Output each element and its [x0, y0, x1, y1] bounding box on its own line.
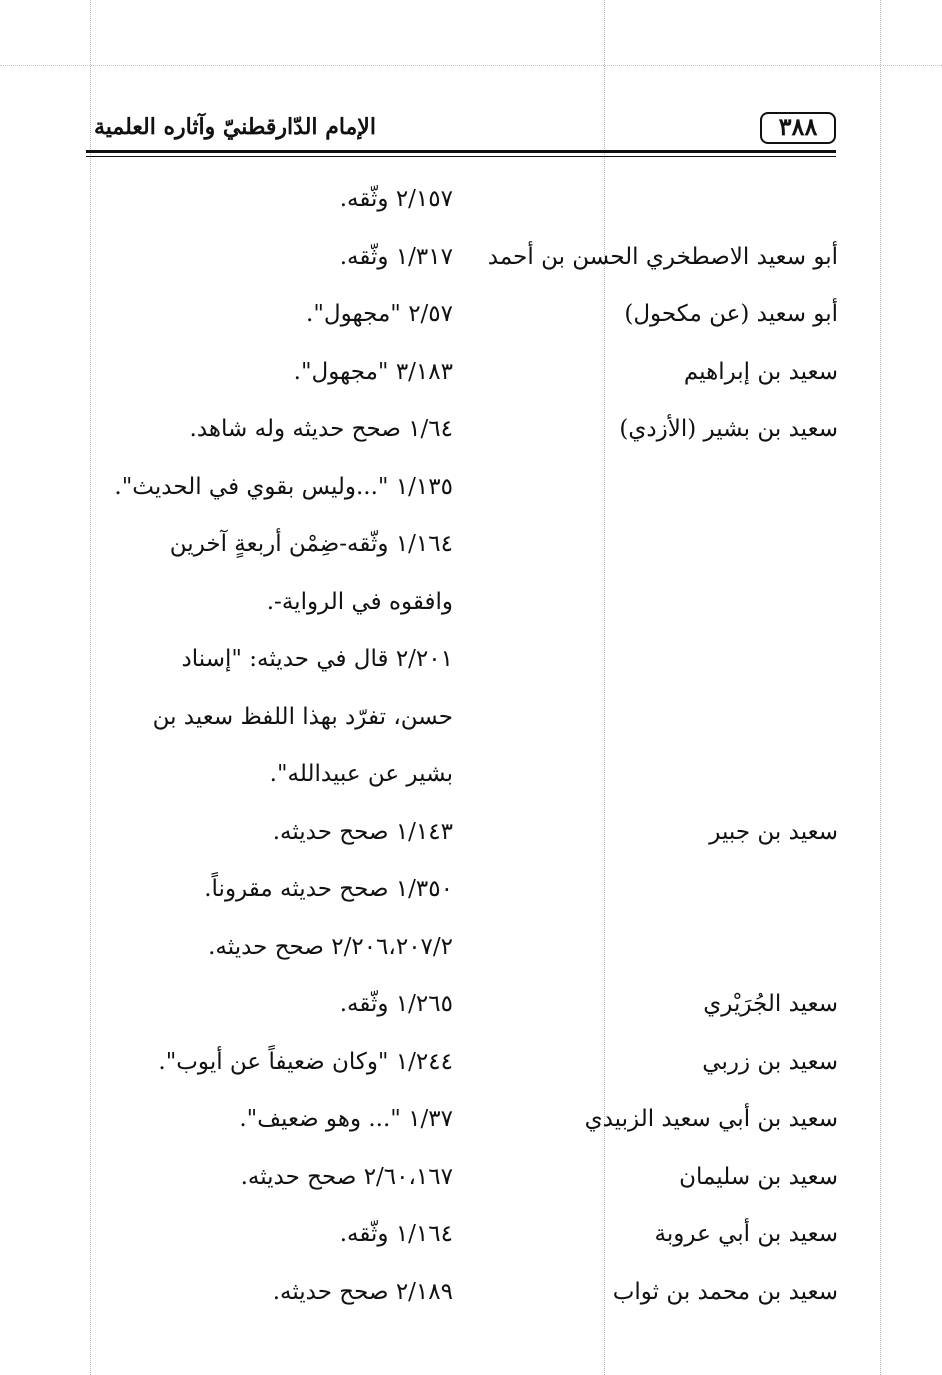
reference: ١/١٦٤ وثّقه.	[339, 1221, 453, 1247]
index-row	[90, 809, 838, 867]
narrator-name: سعيد بن إبراهيم	[683, 358, 838, 385]
index-row	[90, 636, 838, 694]
index-row	[90, 751, 838, 809]
narrator-name: سعيد بن أبي عروبة	[654, 1221, 838, 1247]
reference: ١/١٦٤ وثّقه-ضِمْن أربعةٍ آخرين	[169, 531, 453, 557]
index-row	[90, 1211, 838, 1269]
narrator-name: سعيد بن سليمان	[679, 1163, 838, 1190]
reference: ١/٣٥٠ صحح حديثه مقروناً.	[204, 876, 453, 902]
reference: ١/٣١٧ وثّقه.	[339, 243, 453, 270]
scan-guide-line	[880, 0, 881, 1375]
narrator-name: سعيد بن جبير	[709, 818, 838, 845]
reference: ٢/٦٠،١٦٧ صحح حديثه.	[240, 1163, 453, 1190]
reference: بشير عن عبيدالله".	[269, 761, 453, 787]
header-rule-thin	[86, 156, 836, 157]
index-row	[90, 1039, 838, 1097]
reference: ١/١٣٥ "...وليس بقوي في الحديث".	[114, 473, 453, 500]
reference: ١/٣٧ "... وهو ضعيف".	[239, 1106, 453, 1132]
index-row	[90, 349, 838, 407]
reference: ٢/١٥٧ وثّقه.	[339, 186, 453, 212]
index-row	[90, 866, 838, 924]
reference: حسن، تفرّد بهذا اللفظ سعيد بن	[152, 703, 453, 730]
reference: ١/٦٤ صحح حديثه وله شاهد.	[189, 416, 453, 442]
narrator-name: سعيد بن بشير (الأزدي)	[619, 416, 838, 442]
scan-guide-line	[0, 65, 942, 66]
index-row	[90, 1269, 838, 1327]
reference: ٢/٥٧ "مجهول".	[306, 301, 453, 327]
reference: ٢/٢٠٦،٢٠٧/٢ صحح حديثه.	[208, 933, 453, 960]
index-row	[90, 1096, 838, 1154]
index-row	[90, 521, 838, 579]
reference: وافقوه في الرواية-.	[266, 588, 453, 615]
index-row	[90, 234, 838, 292]
narrator-name: أبو سعيد (عن مكحول)	[624, 301, 838, 327]
narrator-name: أبو سعيد الاصطخري الحسن بن أحمد	[487, 243, 838, 270]
index-entries	[90, 176, 838, 1326]
index-row	[90, 464, 838, 522]
narrator-name: سعيد بن أبي سعيد الزبيدي	[584, 1106, 838, 1132]
narrator-name: سعيد بن زربي	[702, 1048, 838, 1075]
reference: ١/٢٤٤ "وكان ضعيفاً عن أيوب".	[158, 1048, 453, 1075]
page-header	[86, 108, 836, 152]
index-row	[90, 1154, 838, 1212]
reference: ١/٢٦٥ وثّقه.	[339, 991, 453, 1017]
index-row	[90, 694, 838, 752]
index-row	[90, 176, 838, 234]
reference: ١/١٤٣ صحح حديثه.	[272, 818, 453, 845]
narrator-name: سعيد بن محمد بن ثواب	[612, 1278, 838, 1305]
index-row	[90, 981, 838, 1039]
index-row	[90, 579, 838, 637]
page-number-box: ٣٨٨	[760, 112, 836, 144]
running-title: الإمام الدّارقطنيّ وآثاره العلمية	[94, 114, 376, 140]
header-rule	[86, 150, 836, 153]
narrator-name: سعيد الجُرَيْري	[703, 991, 838, 1017]
reference: ٢/٢٠١ قال في حديثه: "إسناد	[181, 646, 453, 672]
index-row	[90, 406, 838, 464]
reference: ٣/١٨٣ "مجهول".	[293, 358, 453, 385]
reference: ٢/١٨٩ صحح حديثه.	[272, 1278, 453, 1305]
index-row	[90, 291, 838, 349]
index-row	[90, 924, 838, 982]
